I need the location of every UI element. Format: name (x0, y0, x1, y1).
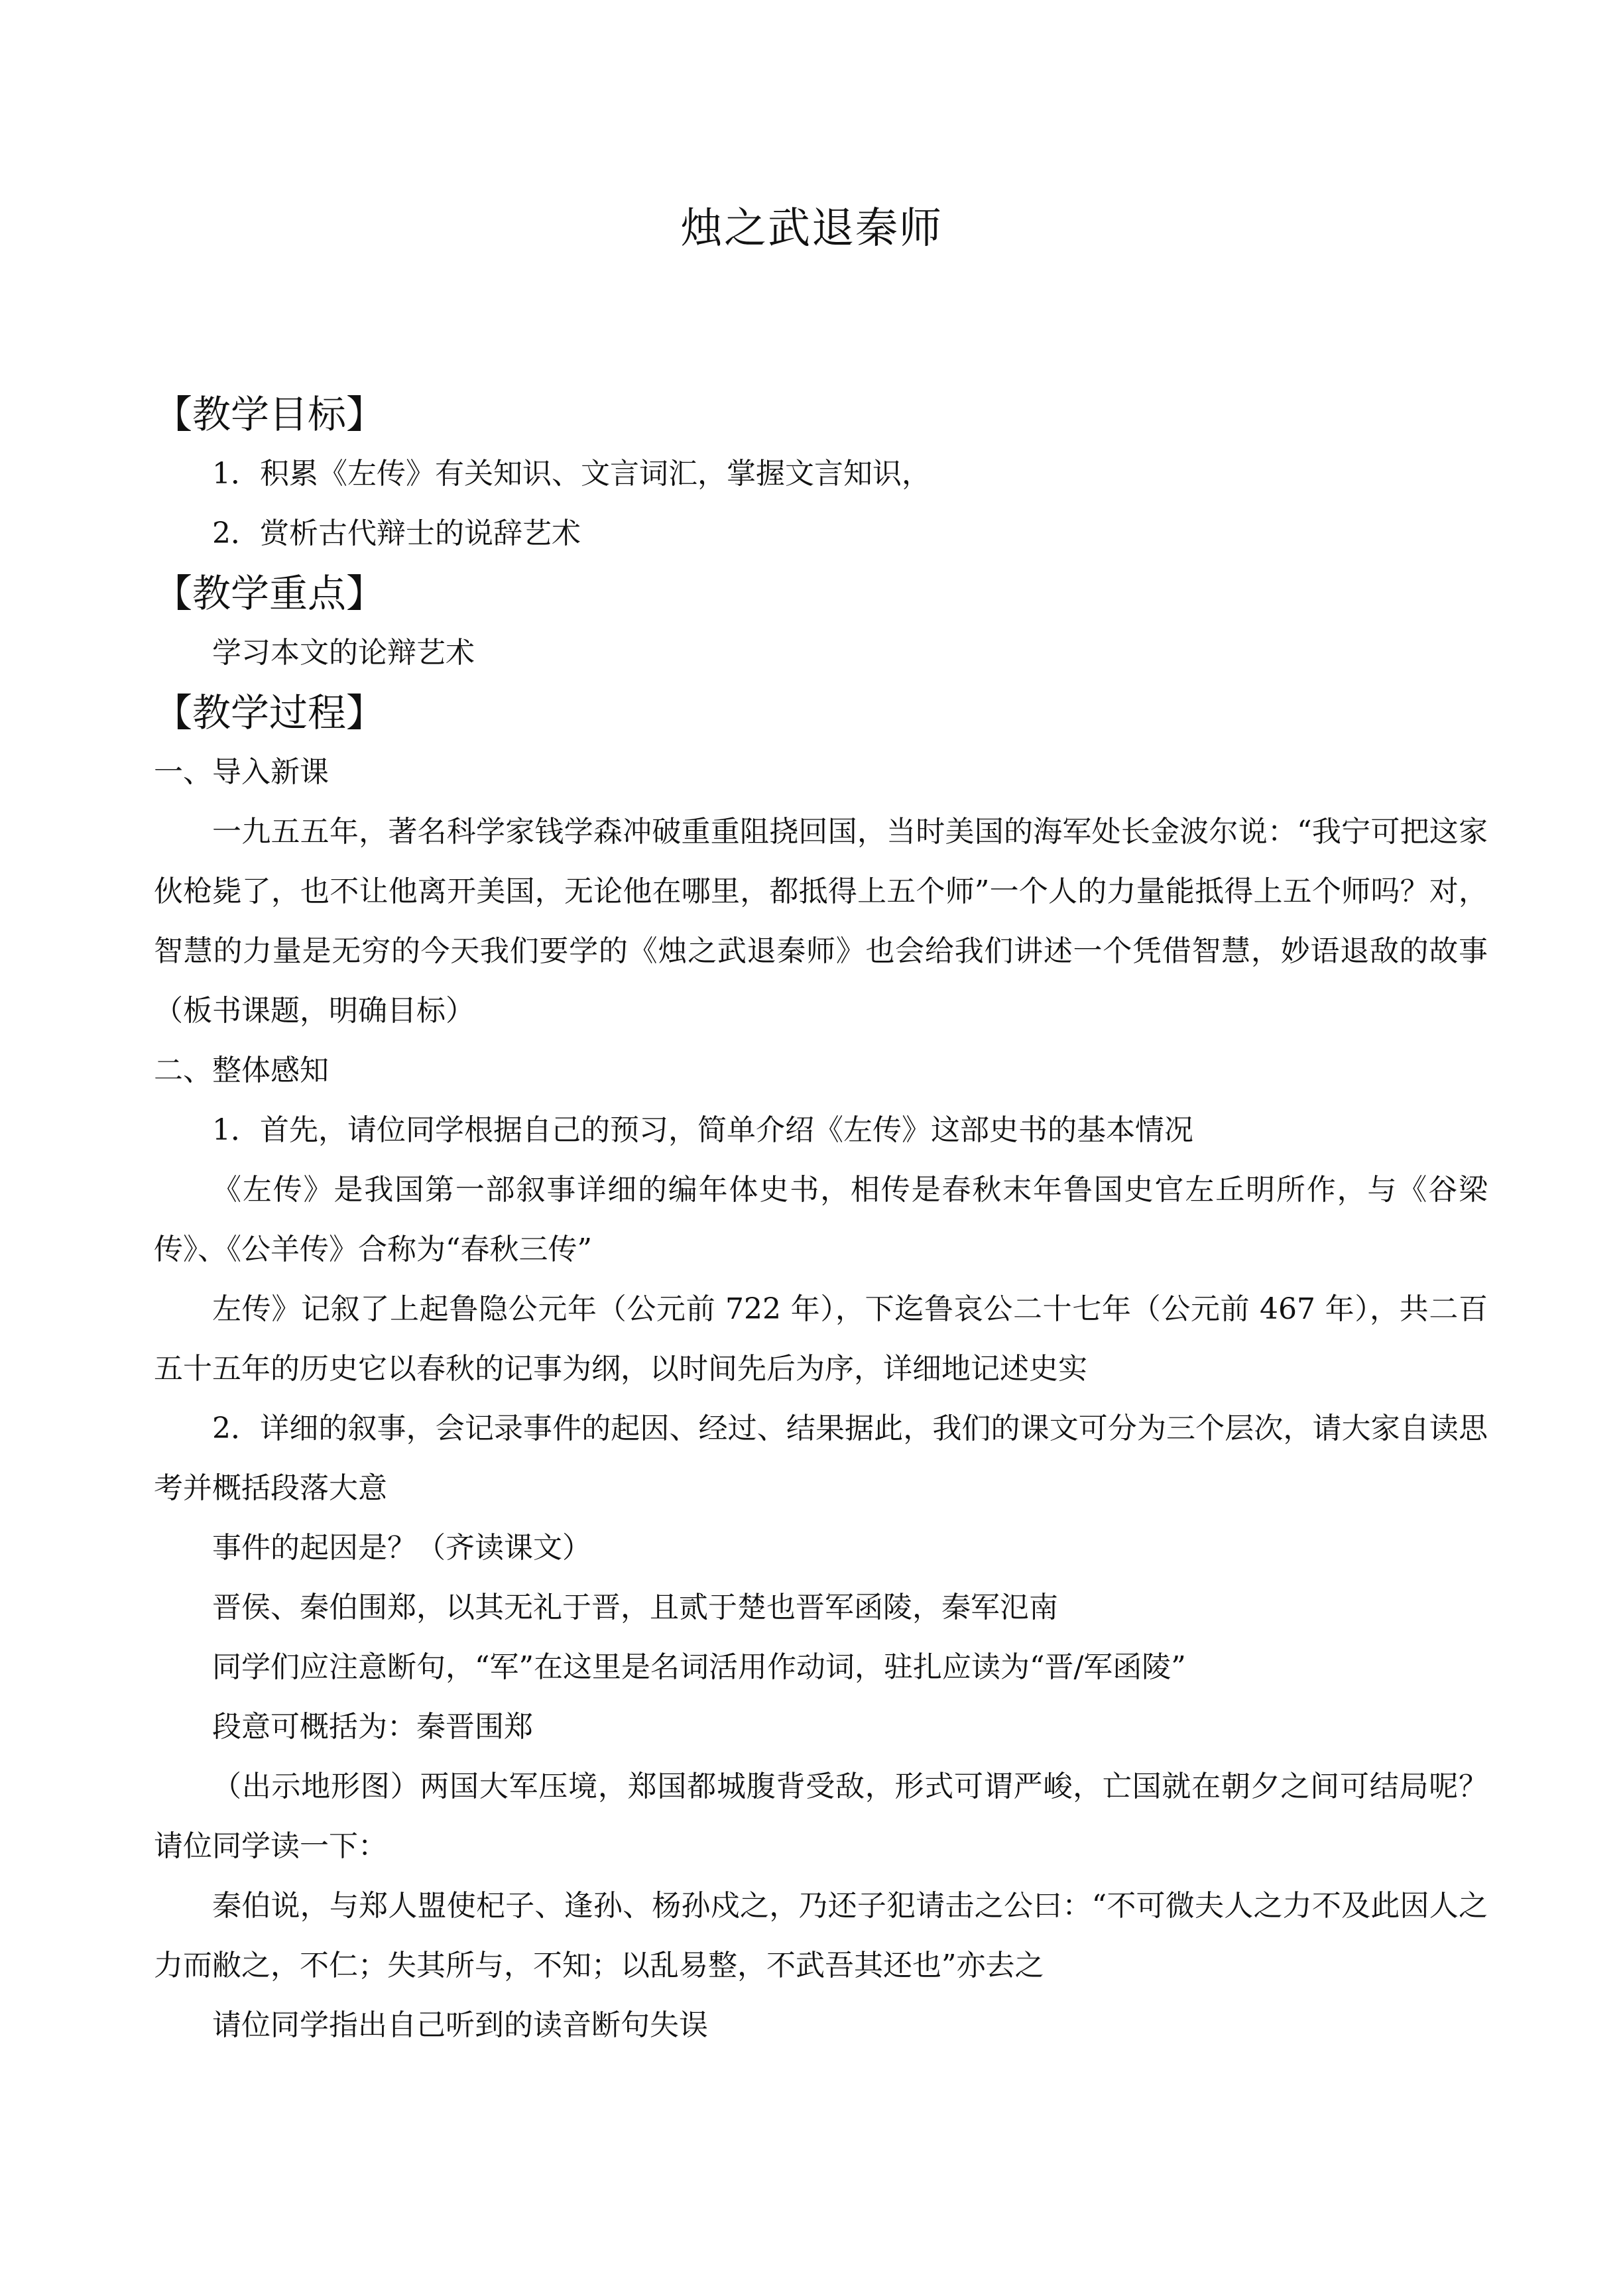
paragraph: 段意可概括为：秦晋围郑 (212, 1710, 533, 1744)
objective-item: 1．积累《左传》有关知识、文言词汇，掌握文言知识， (212, 457, 931, 491)
subsection-heading-intro: 一、导入新课 (154, 755, 329, 789)
paragraph: 1．首先，请位同学根据自己的预习，简单介绍《左传》这部史书的基本情况 (212, 1113, 1193, 1147)
paragraph: 事件的起因是？（齐读课文） (212, 1531, 591, 1565)
objective-item: 2．赏析古代辩士的说辞艺术 (212, 516, 581, 550)
paragraph: 秦伯说，与郑人盟使杞子、逢孙、杨孙戍之，乃还子犯请击之公曰：“不可微夫人之力不及此因人之力而敝之，不仁；失其所与，不知；以乱易整，不武吾其还也”亦去之 (154, 1889, 1488, 1982)
focus-item: 学习本文的论辩艺术 (212, 636, 475, 670)
paragraph: 请位同学指出自己听到的读音断句失误 (212, 2008, 708, 2042)
paragraph: （出示地形图）两国大军压境，郑国都城腹背受敌，形式可谓严峻，亡国就在朝夕之间可结局呢？请位同学读一下： (154, 1770, 1488, 1863)
paragraph: 一九五五年，著名科学家钱学森冲破重重阻挠回国，当时美国的海军处长金波尔说：“我宁可把这家伙枪毙了，也不让他离开美国，无论他在哪里，都抵得上五个师”一个人的力量能抵得上五个师吗？对，智慧的力量是无穷的今天我们要学的《烛之武退秦师》也会给我们讲述一个凭借智慧，妙语退敌的故事（板书课题，明确目标） (154, 815, 1488, 1028)
section-heading-focus: 【教学重点】 (154, 571, 385, 616)
paragraph: 《左传》是我国第一部叙事详细的编年体史书，相传是春秋末年鲁国史官左丘明所作，与《谷梁传》、《公羊传》合称为“春秋三传” (154, 1173, 1488, 1266)
section-heading-process: 【教学过程】 (154, 690, 385, 735)
paragraph: 同学们应注意断句，“军”在这里是名词活用作动词，驻扎应读为“晋/军函陵” (212, 1650, 1186, 1684)
document-body (154, 385, 1488, 2055)
paragraph: 2．详细的叙事，会记录事件的起因、经过、结果据此，我们的课文可分为三个层次，请大家自读思考并概括段落大意 (154, 1412, 1488, 1505)
subsection-heading-overview: 二、整体感知 (154, 1054, 329, 1087)
paragraph: 晋侯、秦伯围郑，以其无礼于晋，且贰于楚也晋军函陵，秦军氾南 (212, 1591, 1058, 1624)
paragraph: 左传》记叙了上起鲁隐公元年（公元前 722 年），下迄鲁哀公二十七年（公元前 467 年），共二百五十五年的历史它以春秋的记事为纲，以时间先后为序，详细地记述史实 (154, 1292, 1488, 1386)
document-title: 烛之武退秦师 (680, 204, 943, 253)
section-heading-objectives: 【教学目标】 (154, 392, 385, 437)
